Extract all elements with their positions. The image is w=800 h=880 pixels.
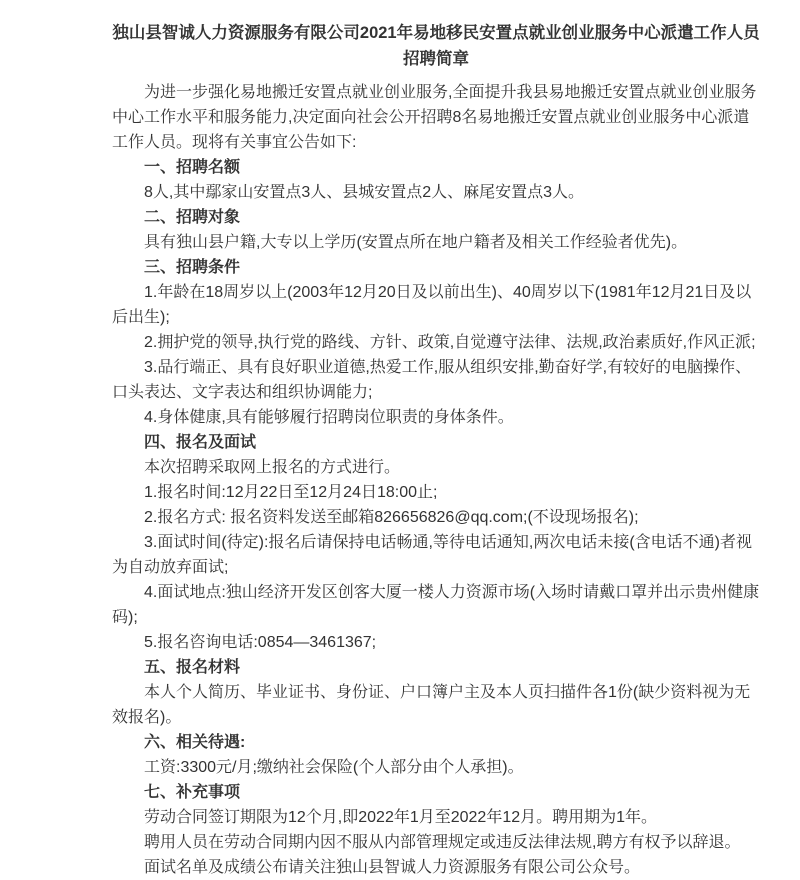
section-paragraph: 聘用人员在劳动合同期内因不服从内部管理规定或违反法律法规,聘方有权予以辞退。 (144, 834, 741, 851)
section-paragraph: 工资:3300元/月;缴纳社会保险(个人部分由个人承担)。 (144, 759, 524, 776)
section-paragraph: 3.面试时间(待定):报名后请保持电话畅通,等待电话通知,两次电话未接(含电话不通)者视为自动放弃面试; (112, 534, 752, 576)
section-heading: 一、招聘名额 (144, 159, 241, 176)
section-paragraph: 本人个人简历、毕业证书、身份证、户口簿户主及本人页扫描件各1份(缺少资料视为无效报名)。 (112, 684, 751, 726)
section-paragraph: 3.品行端正、具有良好职业道德,热爱工作,服从组织安排,勤奋好学,有较好的电脑操作、口头表达、文字表达和组织协调能力; (112, 359, 752, 401)
section-paragraph: 2.报名方式: 报名资料发送至邮箱826656826@qq.com;(不设现场报名); (144, 509, 639, 526)
section-paragraph: 1.年龄在18周岁以上(2003年12月20日及以前出生)、40周岁以下(1981年12月21日及以后出生); (112, 284, 752, 326)
section-paragraph: 4.面试地点:独山经济开发区创客大厦一楼人力资源市场(入场时请戴口罩并出示贵州健康码); (112, 584, 760, 626)
intro-paragraph: 为进一步强化易地搬迁安置点就业创业服务,全面提升我县易地搬迁安置点就业创业服务中心工作水平和服务能力,决定面向社会公开招聘8名易地搬迁安置点就业创业服务中心派遣工作人员。现将有关事宜公告如下: (112, 84, 757, 151)
sections-container (112, 155, 760, 880)
section-heading: 三、招聘条件 (144, 259, 241, 276)
section-heading: 六、相关待遇: (144, 734, 246, 751)
section-heading: 五、报名材料 (144, 659, 241, 676)
section-paragraph: 1.报名时间:12月22日至12月24日18:00止; (144, 484, 438, 501)
section-heading: 七、补充事项 (144, 784, 241, 801)
section-paragraph: 面试名单及成绩公布请关注独山县智诚人力资源服务有限公司公众号。 (144, 859, 641, 876)
section-paragraph: 劳动合同签订期限为12个月,即2022年1月至2022年12月。聘用期为1年。 (144, 809, 658, 826)
section-paragraph: 8人,其中鄢家山安置点3人、县城安置点2人、麻尾安置点3人。 (144, 184, 585, 201)
section-paragraph: 5.报名咨询电话:0854—3461367; (144, 634, 377, 651)
section-paragraph: 2.拥护党的领导,执行党的路线、方针、政策,自觉遵守法律、法规,政治素质好,作风正派; (144, 334, 756, 351)
section-heading: 四、报名及面试 (144, 434, 257, 451)
section-paragraph: 具有独山县户籍,大专以上学历(安置点所在地户籍者及相关工作经验者优先)。 (144, 234, 688, 251)
section-paragraph: 本次招聘采取网上报名的方式进行。 (144, 459, 401, 476)
page-title: 独山县智诚人力资源服务有限公司2021年易地移民安置点就业创业服务中心派遣工作人员招聘简章 (112, 24, 760, 68)
recruitment-notice-document (112, 0, 760, 880)
section-paragraph: 4.身体健康,具有能够履行招聘岗位职责的身体条件。 (144, 409, 514, 426)
section-heading: 二、招聘对象 (144, 209, 241, 226)
